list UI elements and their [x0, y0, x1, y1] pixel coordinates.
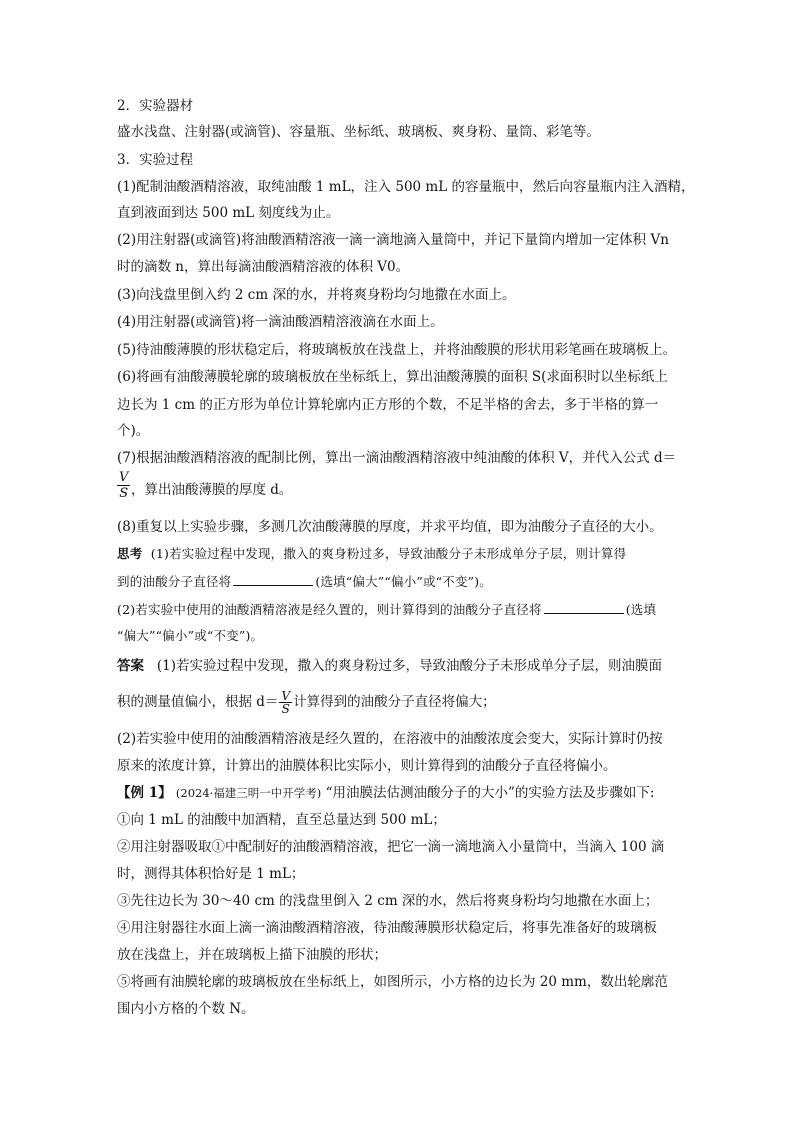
answer-line1	[117, 656, 662, 676]
think-q2-pre: (2)若实验中使用的油酸酒精溶液是经久置的，则计算得到的油酸分子直径将	[117, 602, 542, 617]
example-source: (2024·福建三明一中开学考)	[175, 786, 322, 800]
step7-line2: ，算出油酸薄膜的厚度 d。	[131, 482, 293, 498]
example-step4-line1: ④用注射器往水面上滴一滴油酸酒精溶液，待油酸薄膜形状稳定后，将事先准备好的玻璃板	[117, 920, 657, 936]
step2-line2: 时的滴数 n，算出每滴油酸酒精溶液的体积 V0。	[117, 259, 410, 275]
example-step2-line2: 时，测得其体积恰好是 1 mL；	[117, 866, 305, 882]
answer-blank-1[interactable]	[233, 571, 313, 586]
step3: (3)向浅盘里倒入约 2 cm 深的水，并将爽身粉均匀地撒在水面上。	[117, 287, 516, 303]
step5: (5)待油酸薄膜的形状稳定后，将玻璃板放在浅盘上，并将油酸膜的形状用彩笔画在玻璃板上。	[117, 342, 677, 358]
example-title: “用油膜法估测油酸分子的大小”的实验方法及步骤如下:	[325, 785, 655, 801]
example-step3: ③先往边长为 30～40 cm 的浅盘里倒入 2 cm 深的水，然后将爽身粉均匀地撒在水面上；	[117, 893, 659, 909]
step2-line1: (2)用注射器(或滴管)将油酸酒精溶液一滴一滴地滴入量筒中，并记下量筒内增加一定体积 Vn	[117, 232, 669, 248]
step1-line1: (1)配制油酸酒精溶液，取纯油酸 1 mL，注入 500 mL 的容量瓶中，然后向容量瓶内注入酒精，	[117, 179, 695, 195]
example-step5-line2: 围内小方格的个数 N。	[117, 1001, 255, 1017]
fraction-denominator: S	[119, 486, 129, 501]
example-header	[117, 783, 654, 803]
answer-a1-pre: 积的测量值偏小，根据 d＝	[117, 694, 279, 710]
answer-fraction	[279, 690, 292, 715]
answer-fraction-numerator: V	[281, 689, 291, 703]
example-label: 【例 1】	[117, 785, 172, 801]
answer-a2-line1: (2)若实验中使用的油酸酒精溶液是经久置的，在溶液中的油酸浓度会变大，实际计算时仍按	[117, 731, 663, 747]
example-step4-line2: 放在浅盘上，并在玻璃板上描下油膜的形状；	[117, 947, 387, 963]
step6-line1: (6)将画有油酸薄膜轮廓的玻璃板放在坐标纸上，算出油酸薄膜的面积 S(求面积时以坐标纸上	[117, 369, 668, 385]
think-q1-post: (选填“偏大”“偏小”或“不变”)。	[315, 574, 493, 589]
step7-line1: (7)根据油酸酒精溶液的配制比例，算出一滴油酸酒精溶液中纯油酸的体积 V，并代入公式 d＝	[117, 450, 677, 466]
think-q2-post: (选填	[625, 602, 657, 617]
answer-a2-line2: 原来的浓度计算，计算出的油膜体积比实际小，则计算得到的油酸分子直径将偏小。	[117, 758, 617, 774]
section2-heading: 2．实验器材	[117, 98, 194, 114]
answer-line2	[117, 690, 496, 715]
step6-line3: 个)。	[117, 423, 150, 439]
think-q1-line1	[117, 544, 626, 564]
step4: (4)用注射器(或滴管)将一滴油酸酒精溶液滴在水面上。	[117, 314, 444, 330]
answer-label: 答案	[117, 658, 144, 674]
step7-fraction	[117, 470, 130, 501]
answer-blank-2[interactable]	[544, 599, 624, 614]
answer-a1-post: 计算得到的油酸分子直径将偏大；	[293, 694, 496, 710]
answer-fraction-denominator: S	[281, 702, 290, 716]
example-step5-line1: ⑤将画有油膜轮廓的玻璃板放在坐标纸上，如图所示，小方格的边长为 20 mm，数出轮廓范	[117, 974, 668, 990]
step6-line2: 边长为 1 cm 的正方形为单位计算轮廓内正方形的个数，不足半格的舍去，多于半格的算一	[117, 397, 659, 413]
think-label: 思考	[117, 546, 143, 561]
section3-heading: 3．实验过程	[117, 152, 194, 168]
think-q2-line1	[117, 599, 656, 620]
example-step2-line1: ②用注射器吸取①中配制好的油酸酒精溶液，把它一滴一滴地滴入小量筒中，当滴入 100 滴	[117, 839, 665, 855]
think-q1-line2	[117, 571, 492, 592]
think-q1-text: (1)若实验过程中发现，撒入的爽身粉过多，导致油酸分子未形成单分子层，则计算得	[150, 546, 627, 561]
fraction-numerator: V	[119, 470, 129, 485]
think-q1-pre: 到的油酸分子直径将	[117, 574, 232, 589]
think-q2-line2: “偏大”“偏小”或“不变”)。	[117, 628, 264, 643]
answer-a1-text: (1)若实验过程中发现，撒入的爽身粉过多，导致油酸分子未形成单分子层，则油膜面	[156, 658, 662, 674]
section2-text: 盛水浅盘、注射器(或滴管)、容量瓶、坐标纸、玻璃板、爽身粉、量筒、彩笔等。	[117, 124, 601, 140]
step1-line2: 直到液面到达 500 mL 刻度线为止。	[117, 205, 340, 221]
example-step1: ①向 1 mL 的油酸中加酒精，直至总量达到 500 mL；	[117, 812, 446, 828]
step8: (8)重复以上实验步骤，多测几次油酸薄膜的厚度，并求平均值，即为油酸分子直径的大小。	[117, 519, 663, 535]
